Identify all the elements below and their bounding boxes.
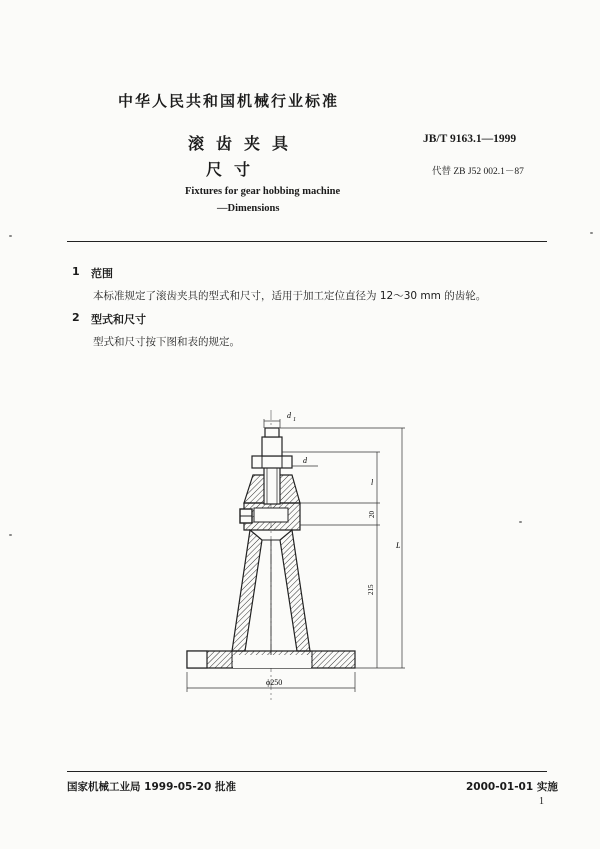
replaces-note: 代替 ZB J52 002.1－87 [432,167,524,177]
dim-l-label: l [371,478,374,487]
dim-215-label: 215 [367,584,375,595]
section-1-text: 本标准规定了滚齿夹具的型式和尺寸，适用于加工定位直径为 12～30 mm 的齿轮。 [93,290,487,302]
scan-speck [9,534,12,536]
page-number: 1 [539,796,544,807]
dim-d-label: d [303,456,307,465]
dim-d1-label: d [287,411,291,420]
standard-code: JB/T 9163.1—1999 [423,133,517,145]
dim-20-label: 20 [368,511,376,518]
section-1-heading: 范围 [91,267,113,280]
dim-250-label: ϕ250 [266,678,283,687]
section-2-number: 2 [72,311,80,324]
arbor [244,428,300,504]
support-collar [240,503,300,530]
approval-note: 国家机械工业局 1999-05-20 批准 [67,781,236,793]
effective-date: 2000-01-01 实施 [466,781,558,793]
footer-rule [67,771,547,772]
standard-category-title: 中华人民共和国机械行业标准 [118,92,340,110]
section-2-text: 型式和尺寸按下图和表的规定。 [93,336,240,348]
section-2-heading: 型式和尺寸 [91,313,146,326]
conical-body [232,530,310,655]
document-title-line-1: 滚齿夹具 [188,134,301,153]
document-title-line-2: 尺寸 [206,160,263,179]
dim-L-label: L [396,541,401,550]
english-title-line-2: —Dimensions [217,203,280,214]
scan-speck [519,521,522,523]
dim-d1-subscript: 1 [293,417,296,423]
english-title-line-1: Fixtures for gear hobbing machine [185,186,341,197]
scan-speck [590,232,593,234]
section-1-number: 1 [72,265,80,278]
scan-speck [9,235,12,237]
